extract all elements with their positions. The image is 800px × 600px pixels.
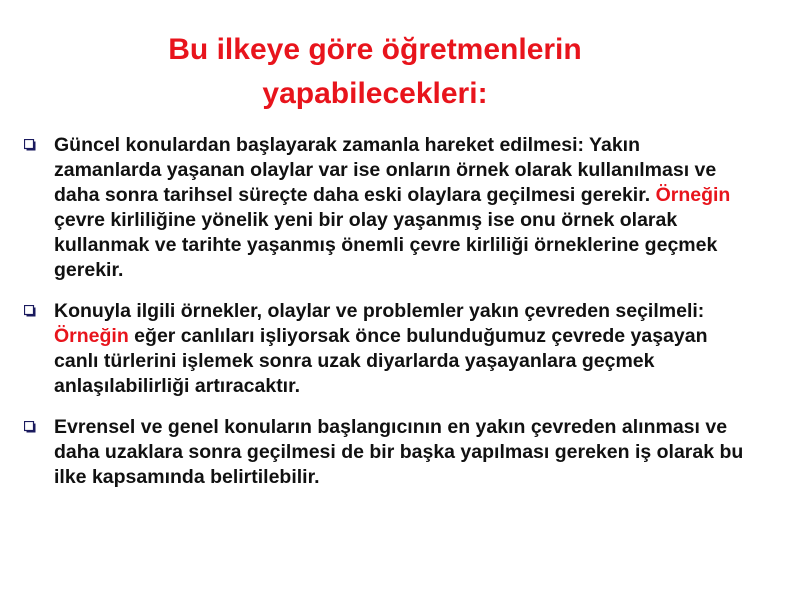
hollow-square-bullet-icon bbox=[24, 305, 36, 317]
hollow-square-bullet-icon bbox=[24, 139, 36, 151]
bullet-text: Güncel konulardan başlayarak zamanla hareket edilmesi: Yakın zamanlarda yaşanan olaylar var ise onların örnek olarak kullanılması ve daha sonra tarihsel süreçte daha eski olaylara geçilmesi gerekir. bbox=[54, 134, 717, 206]
example-highlight: Örneğin bbox=[54, 325, 129, 347]
bullet-item bbox=[24, 133, 744, 283]
hollow-square-bullet-icon bbox=[24, 421, 36, 433]
bullet-list bbox=[24, 133, 744, 506]
bullet-text: Evrensel ve genel konuların başlangıcının en yakın çevreden alınması ve daha uzaklara sonra geçilmesi de bir başka yapılması gereken iş olarak bu ilke kapsamında belirtilebilir. bbox=[54, 416, 744, 488]
bullet-item bbox=[24, 415, 744, 490]
bullet-text-continued: çevre kirliliğine yönelik yeni bir olay yaşanmış ise onu örnek olarak kullanmak ve tarihte yaşanmış önemli çevre kirliliği örneklerine geçmek gerekir. bbox=[54, 209, 718, 281]
bullet-text: Konuyla ilgili örnekler, olaylar ve problemler yakın çevreden seçilmeli: bbox=[54, 300, 705, 322]
bullet-text-continued: eğer canlıları işliyorsak önce bulunduğumuz çevrede yaşayan canlı türlerini işlemek sonra uzak diyarlarda yaşayanlara geçmek anlaşılabilirliği artıracaktır. bbox=[54, 325, 708, 397]
example-highlight: Örneğin bbox=[655, 184, 731, 206]
title-line-2: yapabilecekleri: bbox=[262, 77, 488, 110]
bullet-item bbox=[24, 299, 744, 399]
slide-title bbox=[75, 28, 675, 116]
title-line-1: Bu ilkeye göre öğretmenlerin bbox=[168, 33, 582, 66]
